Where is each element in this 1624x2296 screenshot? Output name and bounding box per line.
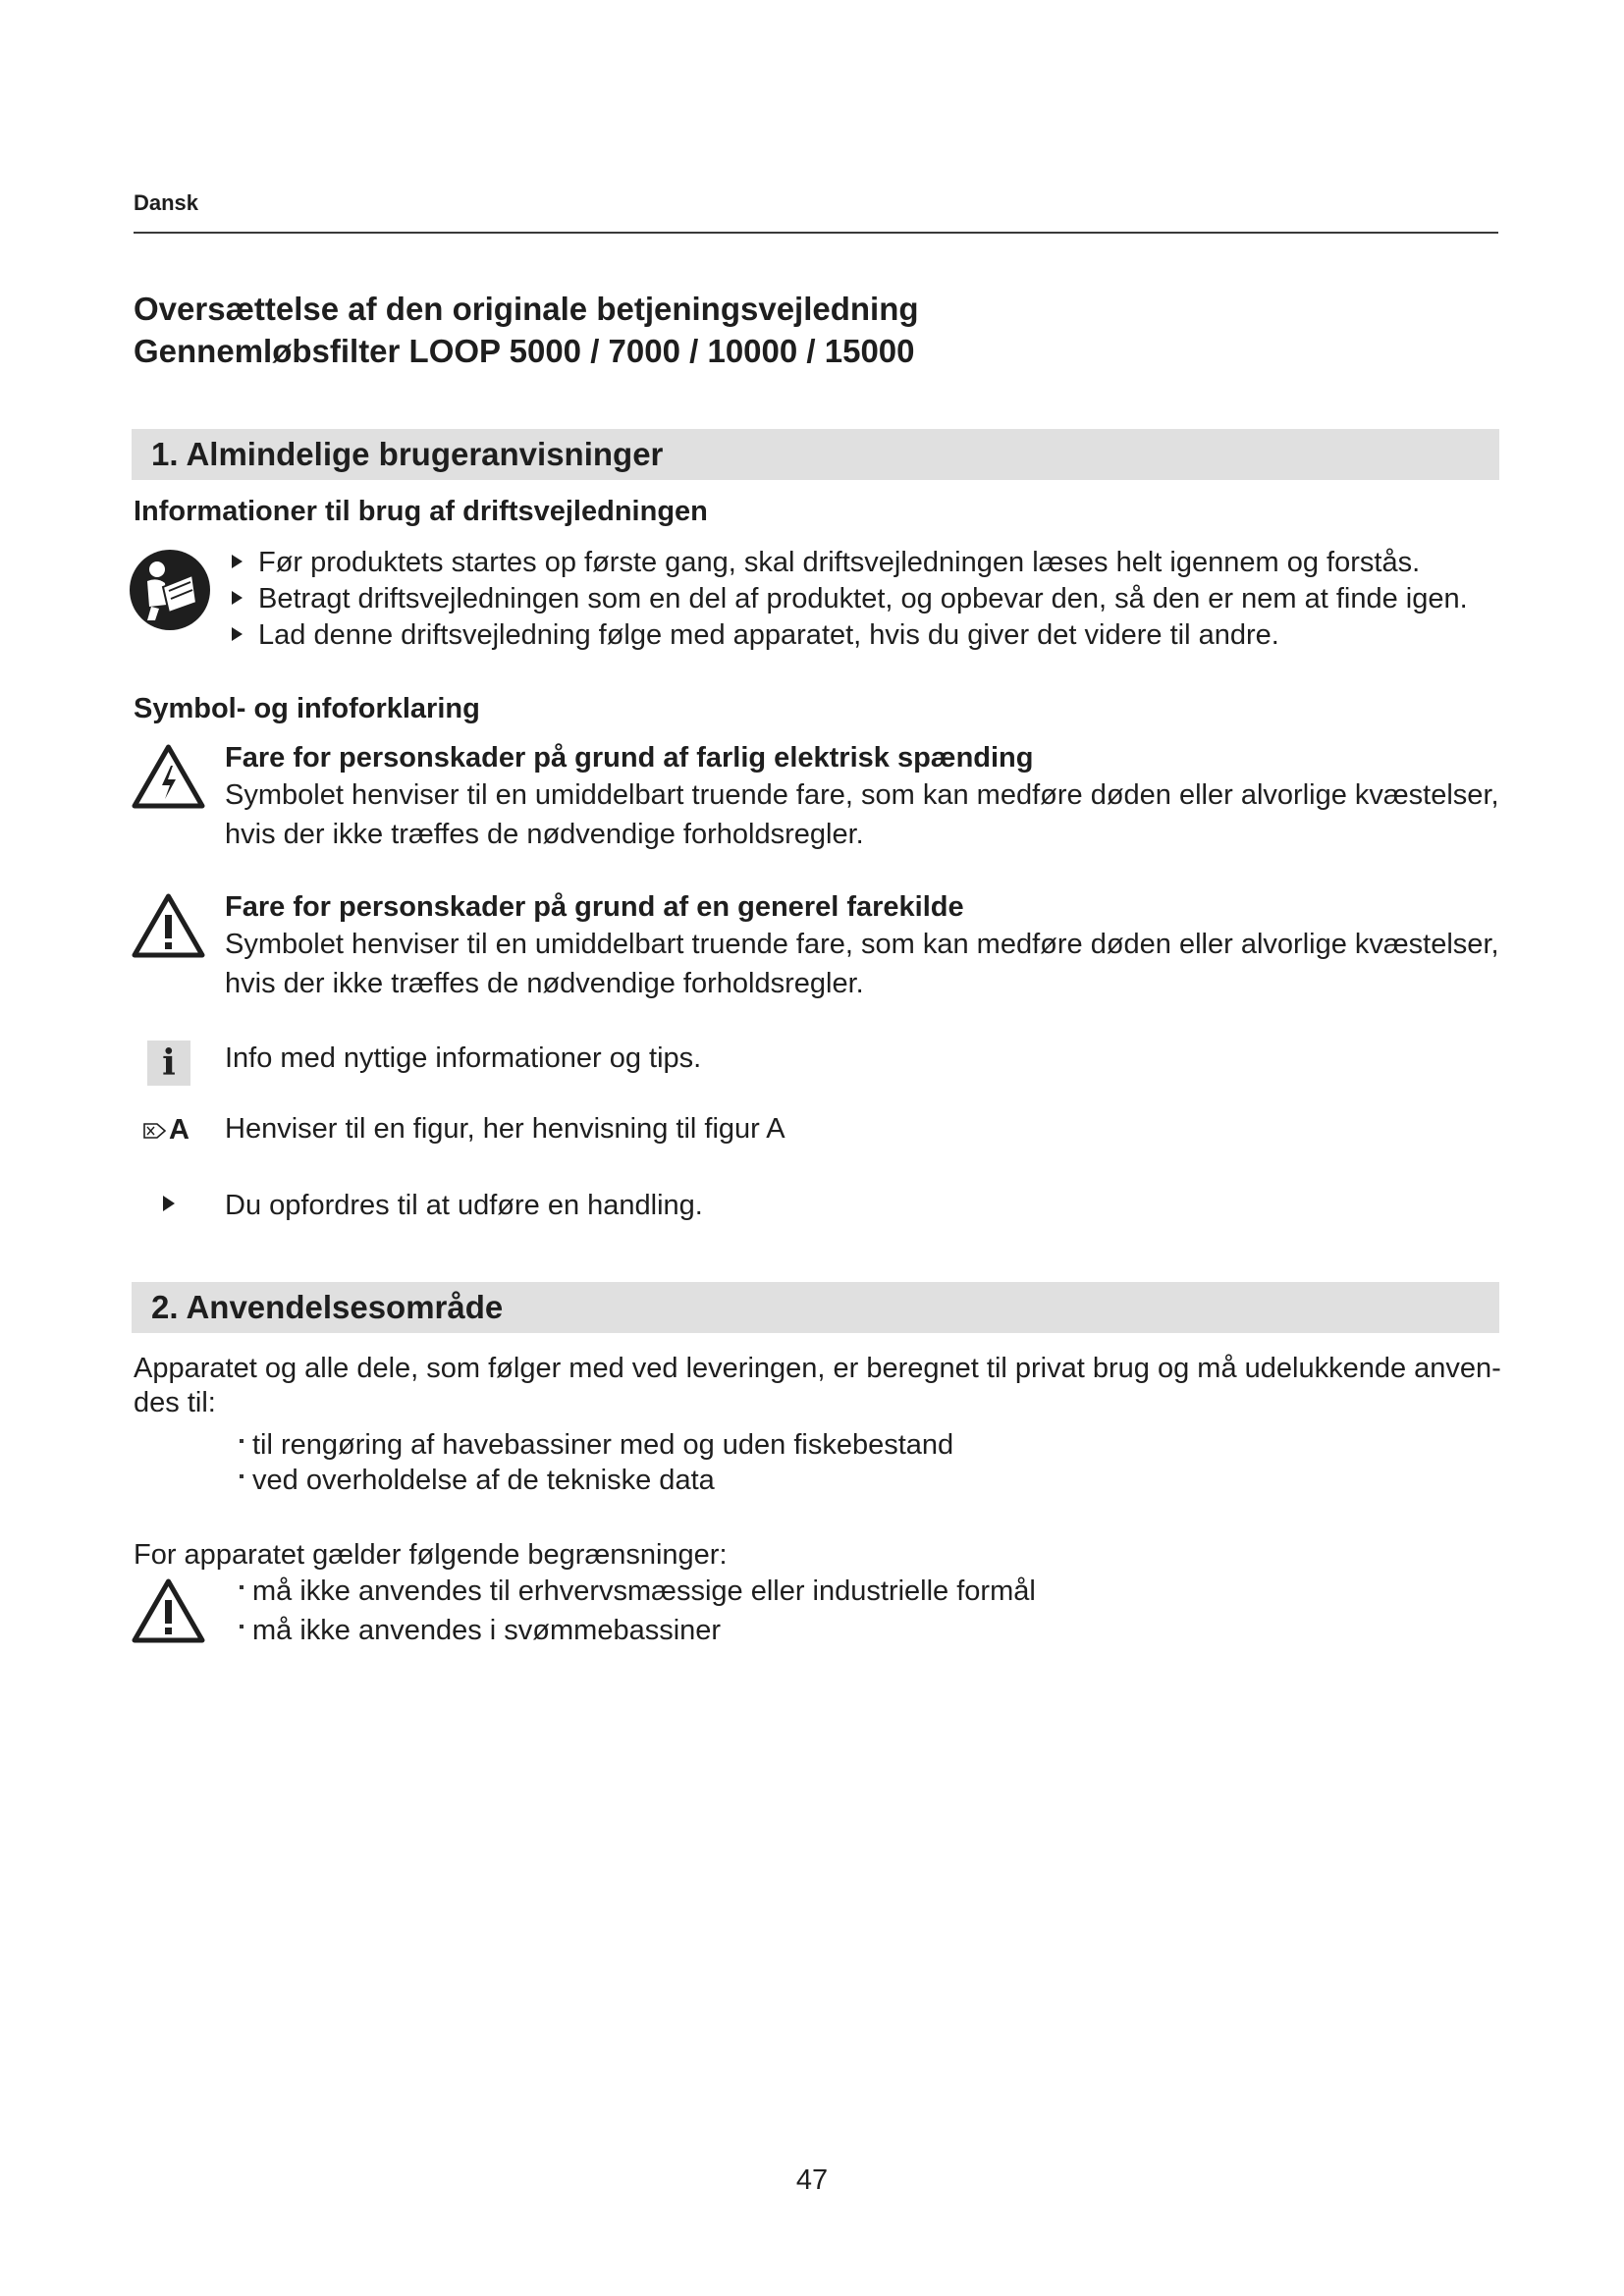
section-1-heading-band <box>132 429 1499 480</box>
bullet-dot-icon <box>240 1585 244 1589</box>
list-item: Betragt driftsvejledningen som en del af produktet, og opbevar den, så den er nem at finde igen. <box>232 583 1468 615</box>
header-rule <box>134 232 1498 234</box>
language-label: Dansk <box>134 190 199 215</box>
warning-icon <box>132 1578 205 1643</box>
list-item: Lad denne driftsvejledning følge med apparatet, hvis du giver det videre til andre. <box>232 619 1279 652</box>
read-manual-icon <box>128 548 212 632</box>
symbol-subheading: Symbol- og infoforklaring <box>134 693 480 724</box>
section-2-heading: 2. Anvendelsesområde <box>151 1289 504 1325</box>
list-item: må ikke anvendes i svømmebassiner <box>240 1615 721 1647</box>
document-title: Oversættelse af den originale betjeningsvejledning <box>134 291 919 327</box>
bullet-arrow-icon <box>232 627 243 641</box>
restrictions-intro: For apparatet gælder følgende begrænsninger: <box>134 1539 728 1571</box>
bullet-dot-icon <box>240 1439 244 1443</box>
info-text: Info med nyttige informationer og tips. <box>225 1042 702 1074</box>
figure-reference-text: Henviser til en figur, her henvisning til figur A <box>225 1113 785 1145</box>
figure-pointer-icon <box>143 1122 167 1140</box>
list-item: ved overholdelse af de tekniske data <box>240 1465 715 1497</box>
intended-use-text: Apparatet og alle dele, som følger med ved leveringen, er beregnet til privat brug og må udelukkende anven- <box>134 1353 1501 1384</box>
bullet-arrow-icon <box>232 555 243 568</box>
product-title: Gennemløbsfilter LOOP 5000 / 7000 / 10000 / 15000 <box>134 333 915 369</box>
info-subheading: Informationer til brug af driftsvejledningen <box>134 496 708 527</box>
general-hazard-text: hvis der ikke træffes de nødvendige forholdsregler. <box>225 968 864 999</box>
electric-hazard-text: Symbolet henviser til en umiddelbart truende fare, som kan medføre døden eller alvorlige kvæstelser, <box>225 779 1499 811</box>
electric-hazard-icon <box>132 744 205 809</box>
action-text: Du opfordres til at udføre en handling. <box>225 1190 703 1221</box>
figure-reference-symbol: A <box>143 1114 189 1147</box>
general-hazard-text: Symbolet henviser til en umiddelbart truende fare, som kan medføre døden eller alvorlige kvæstelser, <box>225 929 1499 960</box>
page-number: 47 <box>795 2164 829 2196</box>
general-hazard-title: Fare for personskader på grund af en generel farekilde <box>225 891 964 923</box>
list-item: må ikke anvendes til erhvervsmæssige eller industrielle formål <box>240 1575 1036 1608</box>
action-arrow-icon <box>163 1196 175 1211</box>
list-item: Før produktets startes op første gang, skal driftsvejledningen læses helt igennem og forstås. <box>232 547 1420 579</box>
section-2-heading-band <box>132 1282 1499 1333</box>
info-icon: i <box>147 1041 190 1086</box>
electric-hazard-title: Fare for personskader på grund af farlig elektrisk spænding <box>225 742 1034 774</box>
list-item: til rengøring af havebassiner med og uden fiskebestand <box>240 1429 953 1462</box>
electric-hazard-text: hvis der ikke træffes de nødvendige forholdsregler. <box>225 819 864 850</box>
bullet-arrow-icon <box>232 591 243 605</box>
intended-use-text: des til: <box>134 1387 216 1418</box>
bullet-dot-icon <box>240 1625 244 1629</box>
section-1-heading: 1. Almindelige brugeranvisninger <box>151 436 664 472</box>
warning-icon <box>132 893 205 958</box>
bullet-dot-icon <box>240 1474 244 1478</box>
